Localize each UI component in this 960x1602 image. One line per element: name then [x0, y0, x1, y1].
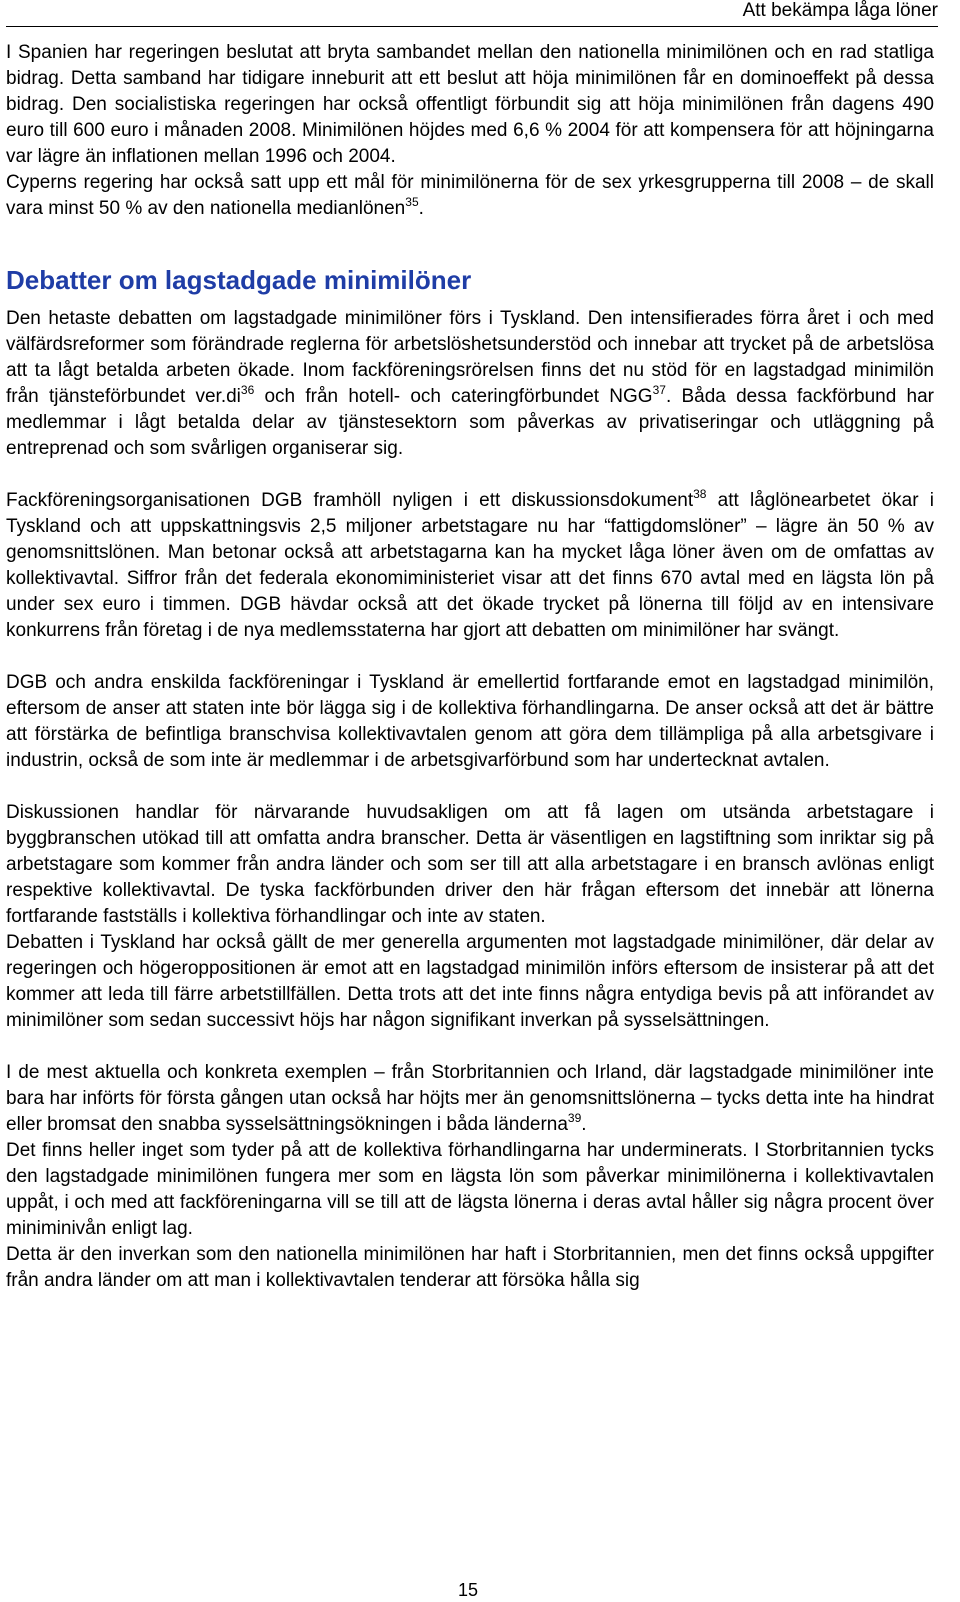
paragraph-spain	[6, 40, 934, 170]
paragraph-cyprus	[6, 170, 934, 222]
paragraph-text: DGB och andra enskilda fackföreningar i Tyskland är emellertid fortfarande emot en lagstadgad minimilön, eftersom de anser att staten inte bör lägga sig i de kollektiva förhandlingarna. De anser också att det är bättre att förstärka de befintliga branschvisa kollektivavtalen genom att göra dem tillämpliga på alla arbetsgivare i industrin, också de som inte är medlemmar i de arbetsgivarförbund som har undertecknat avtalen.	[6, 672, 934, 771]
footnote-ref-35[interactable]: 35	[405, 195, 419, 209]
page-number: 15	[457, 1580, 479, 1600]
paragraph-dgb-opposition	[6, 670, 934, 774]
paragraph-text: Diskussionen handlar för närvarande huvudsakligen om att få lagen om utsända arbetstagare i byggbranschen utökad till att omfatta andra branscher. Detta är väsentligen en lagstiftning som inriktar sig på arbetstagare som kommer från andra länder och som ser till att alla arbetstagare i en bransch avlönas enligt respektive kollektivavtal. De tyska fackförbunden driver den här frågan eftersom det innebär att lönerna fortfarande fastställs i kollektiva förhandlingar och inte av staten.	[6, 802, 934, 927]
paragraph-text: Det finns heller inget som tyder på att de kollektiva förhandlingarna har underminerats. I Storbritannien tycks den lagstadgade minimilönen fungera mer som en lägsta lön som påverkar minimilönerna i kollektivavtalen uppåt, i och med att fackföreningarna vill se till att de lägsta lönerna i deras avtal håller sig några procent över miniminivån enligt lag.	[6, 1140, 934, 1239]
paragraph-text: Fackföreningsorganisationen DGB framhöll nyligen i ett diskussionsdokument	[6, 490, 694, 511]
page-body	[6, 40, 934, 1294]
footnote-ref-39[interactable]: 39	[567, 1111, 582, 1125]
paragraph-text: I Spanien har regeringen beslutat att bryta sambandet mellan den nationella minimilönen och en rad statliga bidrag. Detta samband har tidigare inneburit att ett beslut att höja minimilönen får en dominoeffekt på dessa bidrag. Den socialistiska regeringen har också offentligt förbundit sig att höja minimilönen från dagens 490 euro till 600 euro i månaden 2008. Minimilönen höjdes med 6,6 % 2004 för att kompensera för att höjningarna var lägre än inflationen mellan 1996 och 2004.	[6, 42, 934, 167]
paragraph-text: . Båda dessa fackförbund har medlemmar i lågt betalda delar av tjänstesektorn som påverkas av privatiseringar och utläggning på entreprenad och som svårligen organiserar sig.	[6, 386, 934, 459]
spacer	[6, 222, 934, 264]
paragraph-general-arguments	[6, 930, 934, 1034]
footnote-ref-36[interactable]: 36	[240, 383, 255, 397]
paragraph-text: I de mest aktuella och konkreta exemplen – från Storbritannien och Irland, där lagstadgade minimilöner inte bara har införts för första gången utan också har höjts mer än genomsnittslönerna – tycks detta inte ha hindrat eller bromsat den snabba sysselsättningsökningen i båda länderna	[6, 1062, 934, 1135]
paragraph-text: Cyperns regering har också satt upp ett mål för minimilönerna för de sex yrkesgrupperna till 2008 – de skall vara minst 50 % av den nationella medianlönen	[6, 172, 934, 219]
paragraph-text: Den hetaste debatten om lagstadgade minimilöner förs i Tyskland. Den intensifierades förra året i och med välfärdsreformer som förändrade reglerna för arbetslöshetsunderstöd och innebar att trycket på de arbetslösa att ta lågt betalda arbeten ökade. Inom fackföreningsrörelsen finns det nu stöd för en lagstadgad minimilön från tjänsteförbundet ver.di	[6, 308, 934, 407]
paragraph-text: Debatten i Tyskland har också gällt de mer generella argumenten mot lagstadgade minimilöner, där delar av regeringen och högeroppositionen är emot att en lagstadgad minimilön införs eftersom de insisterar på att det kommer att leda till färre arbetstillfällen. Detta trots att det inte finns några entydiga bevis på att införandet av minimilöner som sedan successivt höjs har någon signifikant inverkan på sysselsättningen.	[6, 932, 934, 1031]
spacer	[6, 296, 934, 306]
paragraph-germany-debate	[6, 306, 934, 462]
spacer	[6, 774, 934, 800]
footnote-ref-37[interactable]: 37	[652, 383, 666, 397]
paragraph-text: att låglönearbetet ökar i Tyskland och att uppskattningsvis 2,5 miljoner arbetstagare nu har “fattigdomslöner” – lägre än 50 % av genomsnittslönen. Man betonar också att arbetstagarna kan ha mycket låga löner även om de omfattas av kollektivavtal. Siffror från det federala ekonomiministeriet visar att det finns 670 avtal med en lägsta lön på under sex euro i timmen. DGB hävdar också att det ökade trycket på lönerna till följd av en intensivare konkurrens från företag i de nya medlemsstaterna har gjort att debatten om minimilöner har svängt.	[6, 490, 934, 641]
paragraph-text: .	[581, 1114, 587, 1135]
spacer	[6, 462, 934, 488]
paragraph-text: Detta är den inverkan som den nationella minimilönen har haft i Storbritannien, men det finns också uppgifter från andra länder om att man i kollektivavtalen tenderar att försöka hålla sig	[6, 1244, 934, 1291]
paragraph-text: .	[418, 198, 424, 219]
paragraph-dgb-report	[6, 488, 934, 644]
paragraph-posted-workers	[6, 800, 934, 930]
paragraph-uk-effect	[6, 1242, 934, 1294]
paragraph-uk-ireland	[6, 1060, 934, 1138]
header-rule	[6, 26, 938, 27]
footnote-ref-38[interactable]: 38	[693, 487, 707, 501]
running-header-title: Att bekämpa låga löner	[742, 0, 938, 21]
paragraph-collective-bargaining	[6, 1138, 934, 1242]
paragraph-text: och från hotell- och cateringförbundet NGG	[254, 386, 653, 407]
section-heading: Debatter om lagstadgade minimilöner	[6, 265, 472, 295]
spacer	[6, 644, 934, 670]
spacer	[6, 1034, 934, 1060]
